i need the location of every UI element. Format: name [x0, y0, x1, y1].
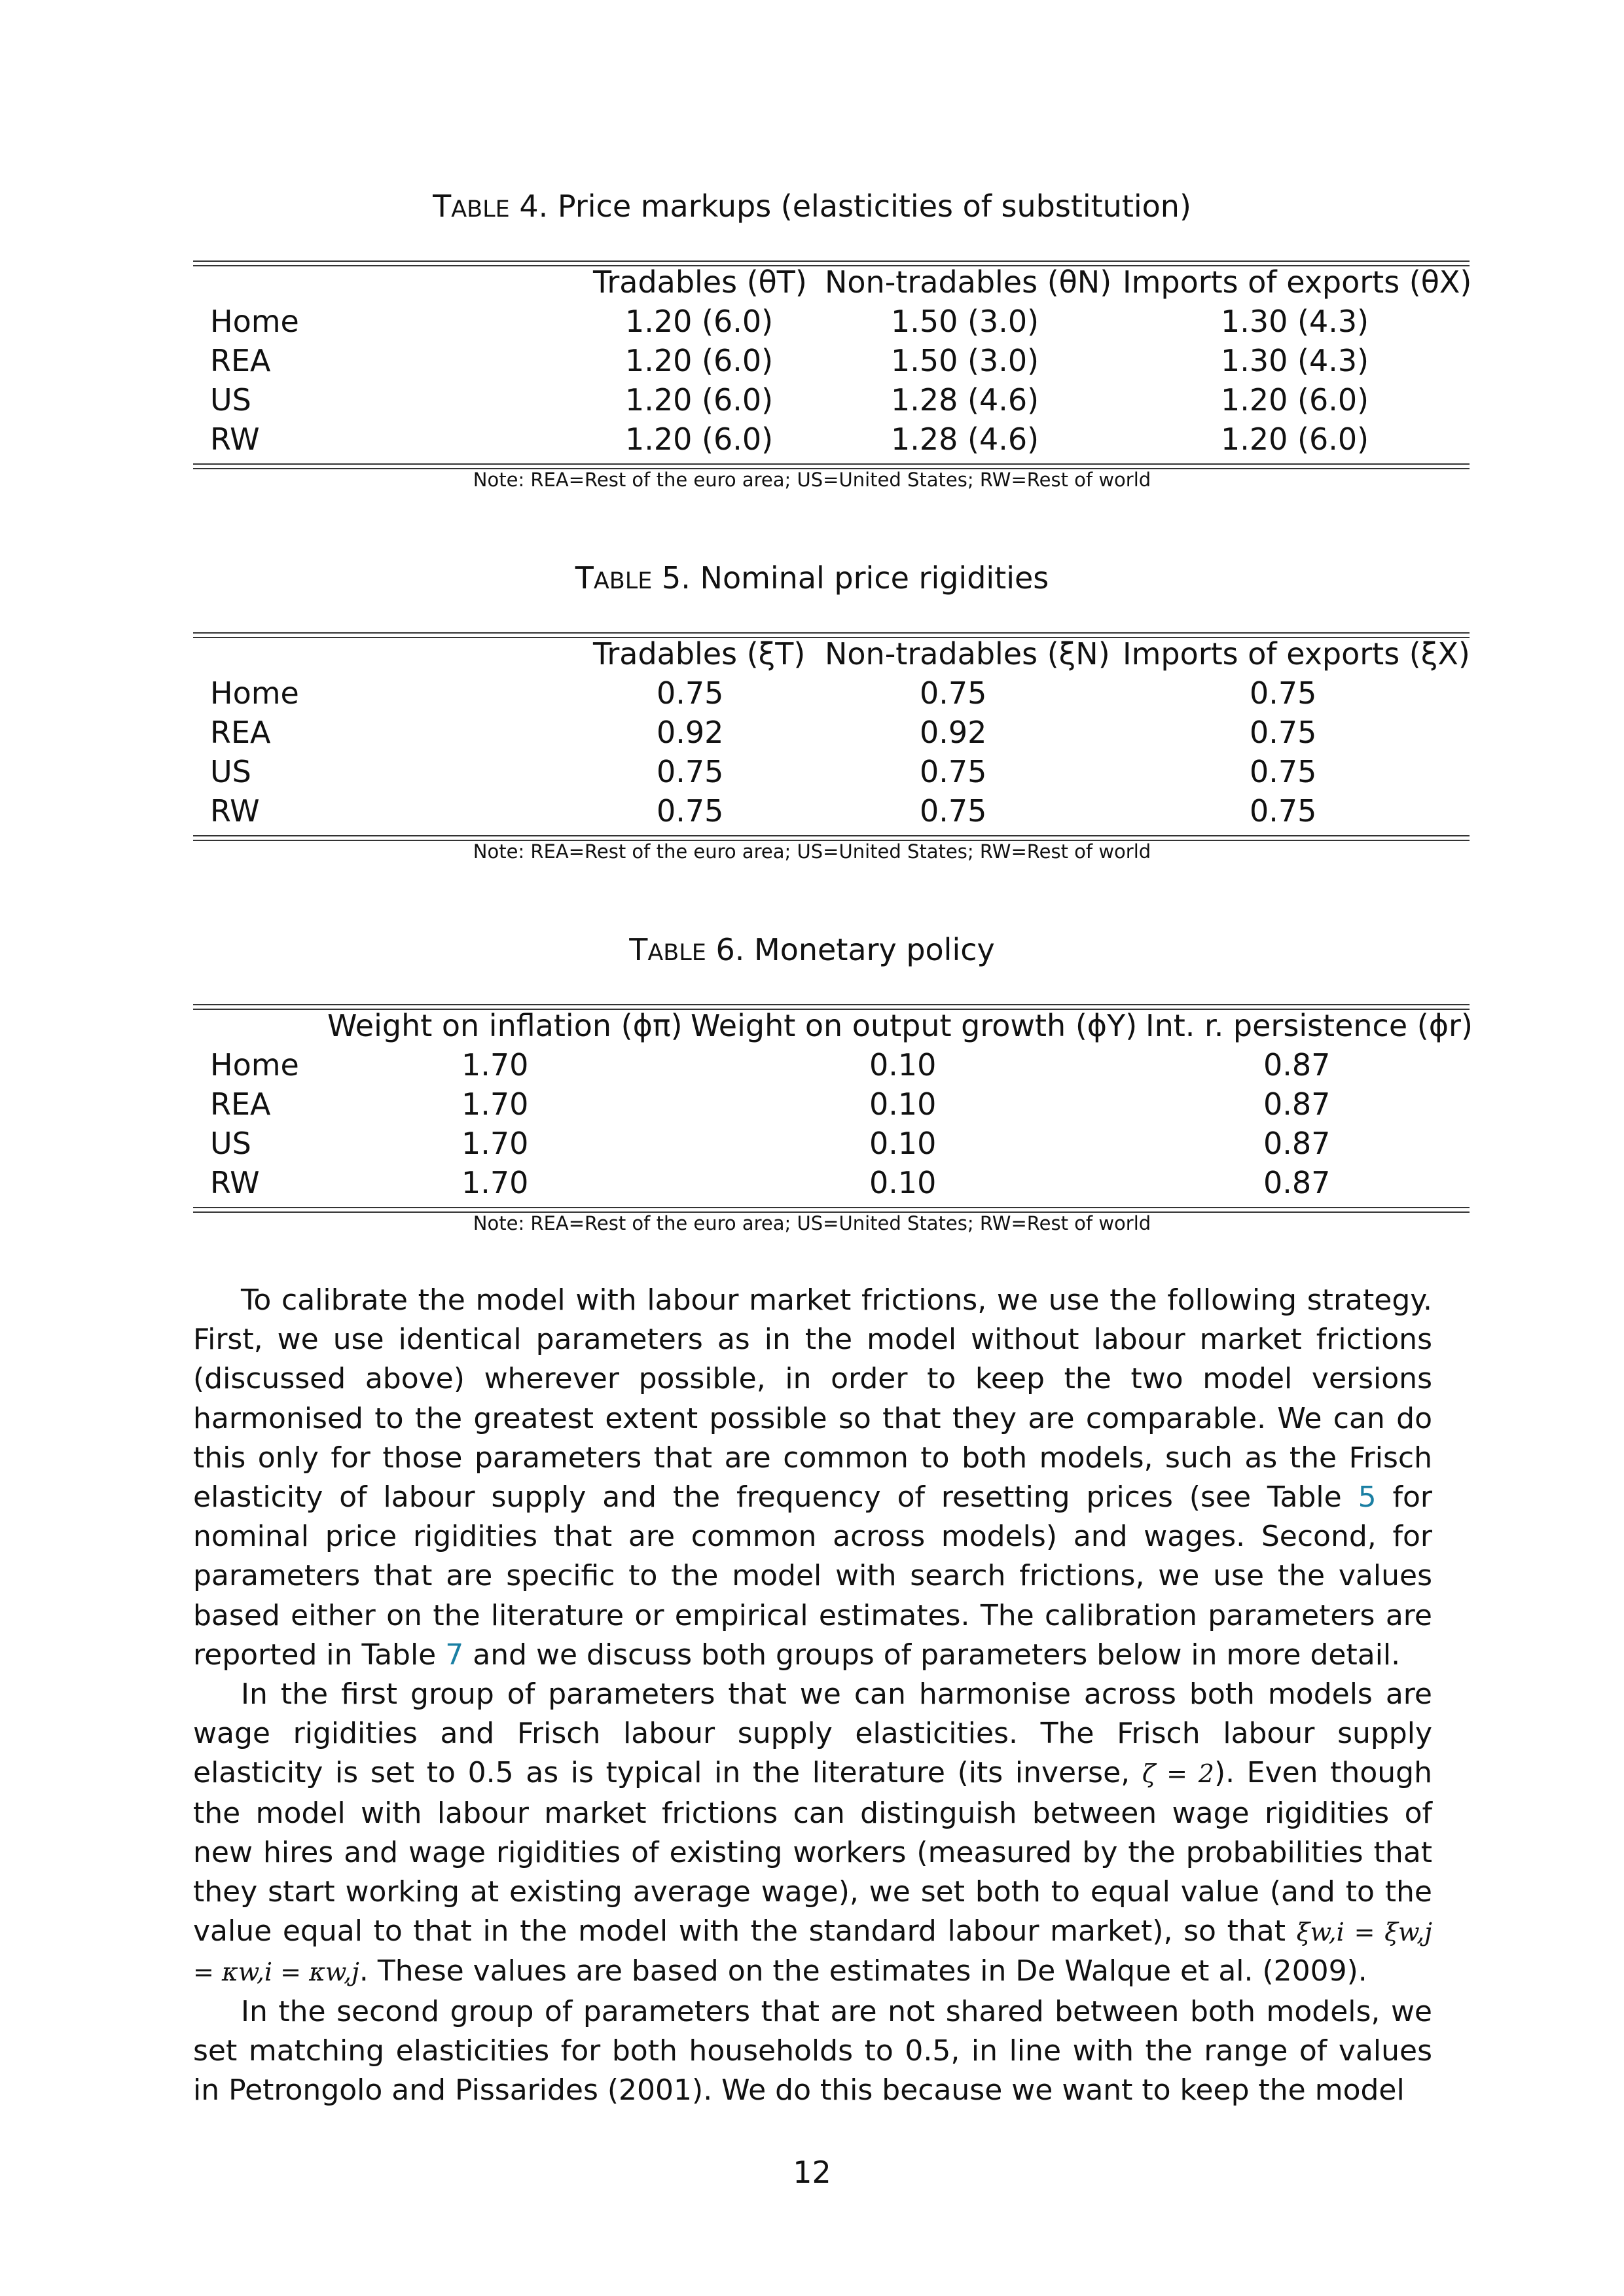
row-label: RW [210, 1165, 260, 1200]
paragraph-text: To calibrate the model with labour market frictions, we use the following strategy. First, we use identical parameters as in the model without labour market frictions (discussed above) wherever possible, in order to keep the two model versions harmonised to the greatest extent possible so that they are comparable. We can do this only for those parameters that are common to both models, such as the Frisch elasticity of labour supply and the frequency of resetting prices (see Table [193, 1283, 1432, 1515]
column-header: Weight on output growth (ϕY) [691, 1008, 1138, 1043]
table-note: Note: REA=Rest of the euro area; US=United States; RW=Rest of world [473, 840, 1151, 863]
table-cell: 0.10 [869, 1165, 937, 1200]
column-header: Weight on inflation (ϕπ) [327, 1008, 683, 1043]
table-cell: 1.28 (4.6) [891, 422, 1039, 457]
row-label: US [210, 754, 251, 789]
table-cell: 0.75 [657, 754, 724, 789]
caption-prefix: TABLE [575, 560, 653, 596]
paragraph-text: for nominal price rigidities that are common across models) and wages. Second, for parameters that are specific to the model with search frictions, we use the values based either on the literature or empirical estimates. The calibration parameters are reported in Table [193, 1480, 1432, 1672]
body-text [193, 1281, 1432, 2110]
table-row [193, 343, 1470, 382]
row-label: REA [210, 715, 271, 750]
table-cell: 0.75 [657, 793, 724, 829]
table-cell: 1.20 (6.0) [625, 304, 774, 339]
table-row [193, 1047, 1470, 1086]
table-caption [0, 560, 1624, 596]
table-cell: 0.75 [1250, 754, 1317, 789]
table-cell: 1.50 (3.0) [891, 343, 1039, 378]
row-label: US [210, 1126, 251, 1161]
math-inline: ζ = 2 [1142, 1759, 1214, 1789]
column-header: Tradables (ξT) [593, 636, 806, 672]
page-number: 12 [793, 2155, 831, 2190]
row-label: RW [210, 422, 260, 457]
top-rule [193, 260, 1470, 262]
bottom-rule [193, 835, 1470, 836]
column-header: Non-tradables (ξN) [825, 636, 1110, 672]
table-row [193, 422, 1470, 461]
table-cell: 1.20 (6.0) [1221, 422, 1369, 457]
table-cell: 1.30 (4.3) [1221, 304, 1369, 339]
table-cell: 1.28 (4.6) [891, 382, 1039, 418]
row-label: Home [210, 304, 299, 339]
column-header: Non-tradables (θN) [825, 264, 1112, 300]
table-cell: 0.75 [1250, 715, 1317, 750]
caption-title: 5. Nominal price rigidities [652, 560, 1049, 596]
table-row [193, 382, 1470, 422]
table-note: Note: REA=Rest of the euro area; US=United States; RW=Rest of world [473, 469, 1151, 491]
top-rule [193, 1004, 1470, 1005]
paragraph-text: ). Even though the model with labour market frictions can distinguish between wage rigidities of new hires and wage rigidities of existing workers (measured by the probabilities that they start working at existing average wage), we set both to equal value (and to the value equal to that in the model with the standard labour market), so that [193, 1756, 1433, 1948]
caption-title: 6. Monetary policy [706, 932, 995, 967]
table-row [193, 1086, 1470, 1126]
table-note: Note: REA=Rest of the euro area; US=United States; RW=Rest of world [473, 1212, 1151, 1234]
paragraph-text: . These values are based on the estimates in De Walque et al. (2009). [359, 1954, 1367, 1988]
table-5-link[interactable]: 5 [1358, 1480, 1377, 1515]
table-cell: 1.20 (6.0) [1221, 382, 1369, 418]
bottom-rule [193, 1207, 1470, 1208]
table-row [193, 715, 1470, 754]
table-cell: 1.70 [461, 1047, 529, 1083]
column-header: Int. r. persistence (ϕr) [1146, 1008, 1473, 1043]
table-header-row [193, 264, 1470, 304]
table-row [193, 675, 1470, 715]
row-label: REA [210, 1086, 271, 1122]
table-cell: 0.75 [1250, 793, 1317, 829]
table-cell: 0.75 [920, 675, 987, 711]
row-label: Home [210, 675, 299, 711]
math-inline: ξw,i = ξw,j = κw,i = κw,j [193, 1918, 1432, 1987]
table-cell: 1.70 [461, 1165, 529, 1200]
column-header: Imports of exports (θX) [1123, 264, 1472, 300]
table-cell: 0.10 [869, 1047, 937, 1083]
table-row [193, 754, 1470, 793]
table-cell: 1.70 [461, 1086, 529, 1122]
table-cell: 0.75 [920, 793, 987, 829]
table-cell: 0.87 [1263, 1086, 1331, 1122]
table-cell: 1.50 (3.0) [891, 304, 1039, 339]
table-cell: 0.87 [1263, 1126, 1331, 1161]
paragraph-text: In the first group of parameters that we can harmonise across both models are wage rigidities and Frisch labour supply elasticities. The Frisch labour supply elasticity is set to 0.5 as is typical in the literature (its inverse, [193, 1677, 1432, 1790]
top-rule [193, 632, 1470, 634]
paragraph [193, 1281, 1432, 1675]
column-header: Tradables (θT) [593, 264, 807, 300]
table-cell: 0.75 [657, 675, 724, 711]
table-cell: 0.75 [1250, 675, 1317, 711]
table-cell: 1.20 (6.0) [625, 382, 774, 418]
table-caption [0, 188, 1624, 224]
table-row [193, 1126, 1470, 1165]
bottom-rule [193, 463, 1470, 465]
table-row [193, 1165, 1470, 1204]
caption-prefix: TABLE [629, 932, 706, 967]
table-cell: 1.30 (4.3) [1221, 343, 1369, 378]
table-cell: 0.10 [869, 1086, 937, 1122]
row-label: REA [210, 343, 271, 378]
table-cell: 1.20 (6.0) [625, 422, 774, 457]
table-cell: 1.70 [461, 1126, 529, 1161]
row-label: Home [210, 1047, 299, 1083]
table-cell: 0.10 [869, 1126, 937, 1161]
table-cell: 0.75 [920, 754, 987, 789]
table-cell: 0.87 [1263, 1047, 1331, 1083]
caption-prefix: TABLE [433, 188, 510, 224]
table-header-row [193, 636, 1470, 675]
table-header-row [193, 1008, 1473, 1047]
table-caption [0, 932, 1624, 967]
paragraph [193, 1992, 1432, 2111]
table-cell: 0.92 [657, 715, 724, 750]
row-label: US [210, 382, 251, 418]
table-cell: 0.92 [920, 715, 987, 750]
row-label: RW [210, 793, 260, 829]
paragraph-text: In the second group of parameters that are not shared between both models, we set matching elasticities for both households to 0.5, in line with the range of values in Petrongolo and Pissarides (2001). We do this because we want to keep the model [193, 1994, 1432, 2108]
caption-title: 4. Price markups (elasticities of substitution) [509, 188, 1191, 224]
table-row [193, 304, 1470, 343]
column-header: Imports of exports (ξX) [1123, 636, 1470, 672]
table-7-link[interactable]: 7 [445, 1638, 464, 1672]
paragraph [193, 1675, 1432, 1992]
paragraph-text: and we discuss both groups of parameters below in more detail. [463, 1638, 1401, 1672]
table-cell: 0.87 [1263, 1165, 1331, 1200]
table-row [193, 793, 1470, 833]
table-cell: 1.20 (6.0) [625, 343, 774, 378]
